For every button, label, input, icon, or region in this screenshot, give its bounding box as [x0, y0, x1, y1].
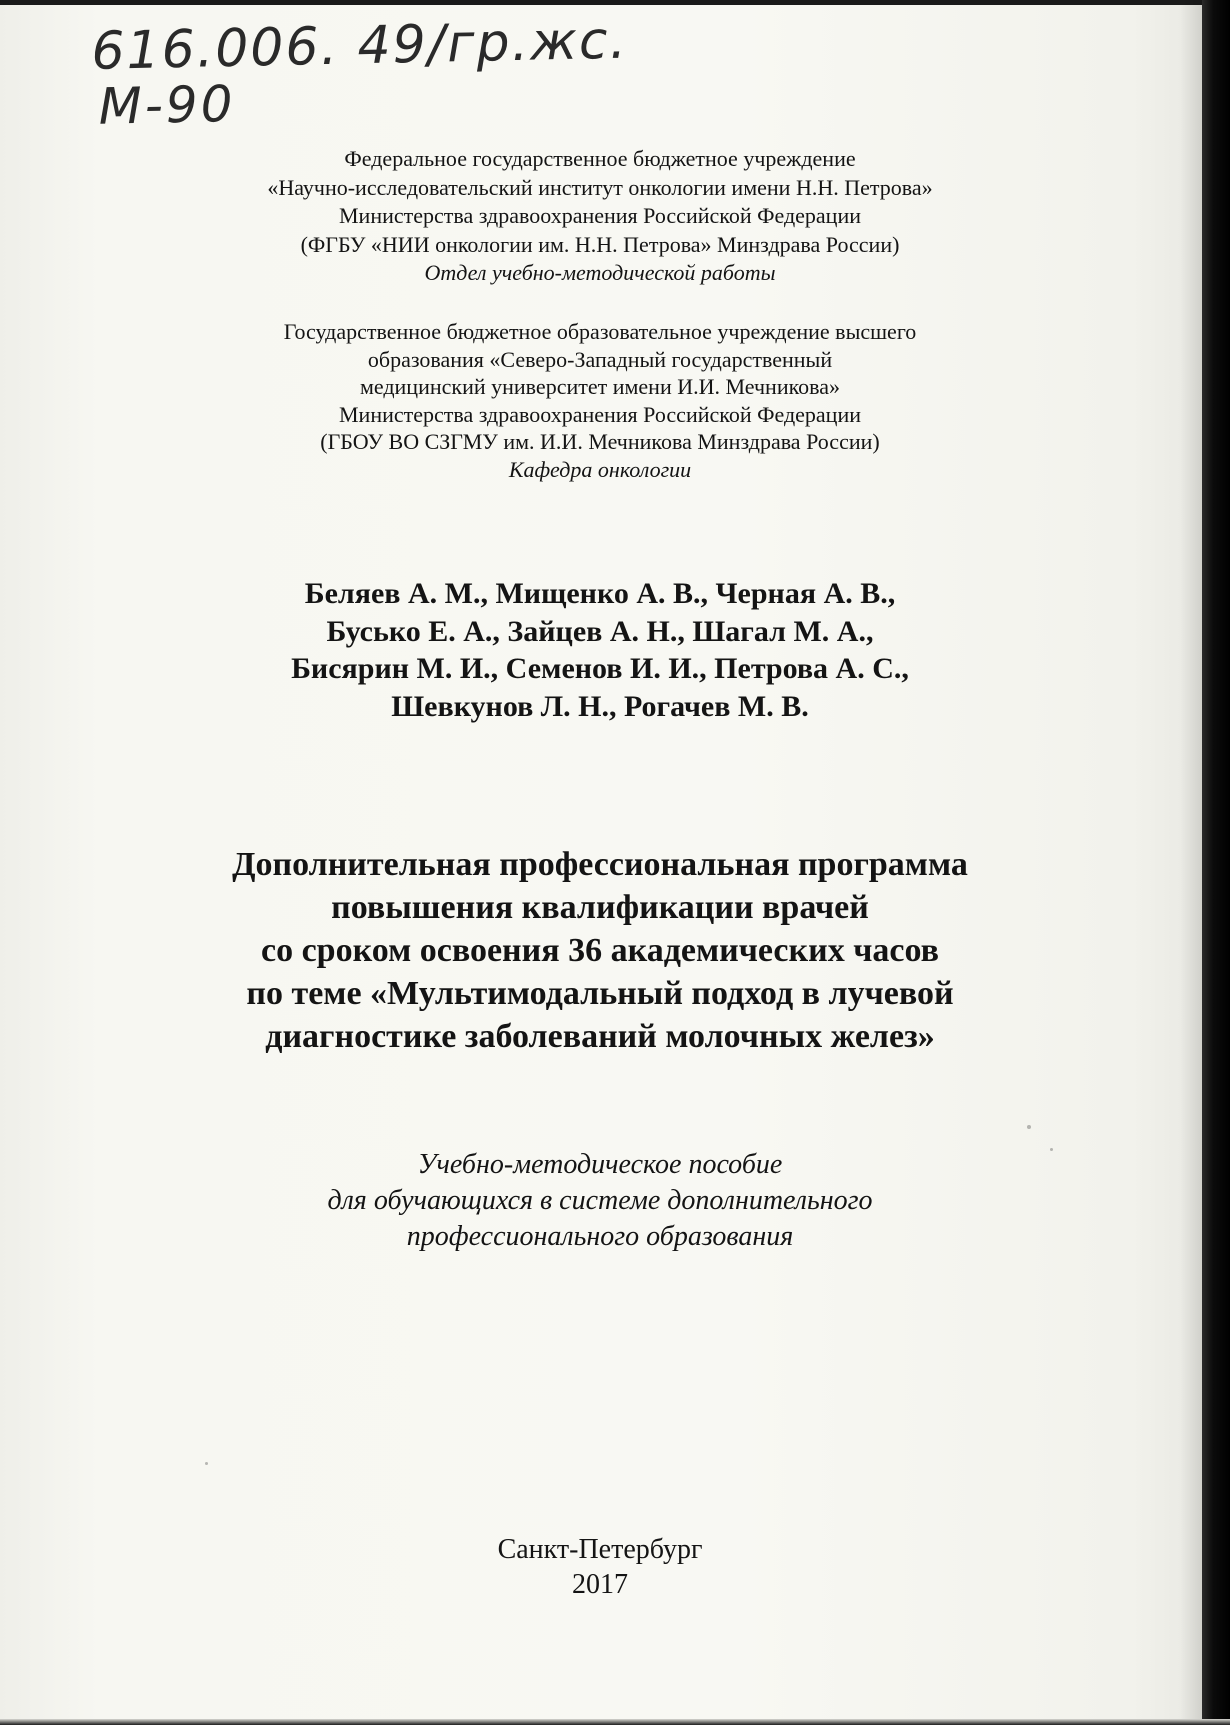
title-line: Дополнительная профессиональная программа: [232, 846, 968, 883]
handwritten-shelfmark: [91, 8, 653, 140]
scan-speck: [205, 1462, 208, 1465]
subtitle-line: профессионального образования: [406, 1221, 794, 1252]
publication-city: Санкт-Петербург: [497, 1534, 703, 1565]
authors-line: Бусько Е. А., Зайцев А. Н., Шагал М. А.,: [326, 614, 874, 648]
scan-speck: [1050, 1148, 1053, 1151]
authors-line: Беляев А. М., Мищенко А. В., Черная А. В.,: [304, 577, 896, 610]
institution-2-line: (ГБОУ ВО СЗГМУ им. И.И. Мечникова Минздрава России): [320, 429, 880, 454]
title-line: по теме «Мультимодальный подход в лучевой: [246, 975, 954, 1012]
title-line: повышения квалификации врачей: [331, 889, 869, 926]
document-title: [130, 843, 1070, 1058]
scan-bottom-edge: [0, 1719, 1230, 1725]
subtitle-line: для обучающихся в системе дополнительного: [327, 1185, 873, 1216]
title-line: со сроком освоения 36 академических часов: [261, 932, 939, 969]
institution-2-line: Министерства здравоохранения Российской Федерации: [339, 401, 861, 427]
authors-line: Бисярин М. И., Семенов И. И., Петрова А. С.,: [291, 652, 909, 685]
subtitle-line: Учебно-методическое пособие: [417, 1149, 783, 1180]
institution-1-line: Министерства здравоохранения Российской Федерации: [339, 203, 861, 228]
institution-1-line: «Научно-исследовательский институт онкологии имени Н.Н. Петрова»: [267, 174, 933, 200]
scan-spine-shadow: [1180, 0, 1202, 1725]
institution-1-line: (ФГБУ «НИИ онкологии им. Н.Н. Петрова» Минздрава России): [300, 231, 900, 257]
institution-2-department: Кафедра онкологии: [508, 456, 692, 482]
authors-line: Шевкунов Л. Н., Рогачев М. В.: [391, 689, 809, 723]
scan-speck: [1027, 1125, 1031, 1129]
institution-2-line: Государственное бюджетное образовательное учреждение высшего: [283, 319, 917, 344]
document-subtitle: [150, 1147, 1050, 1255]
institution-2-line: образования «Северо-Западный государственный: [367, 346, 833, 372]
title-line: диагностике заболеваний молочных желез»: [265, 1018, 935, 1055]
scan-right-edge: [1202, 0, 1230, 1725]
shelfmark-line-1: 616.006. 49/гр.жс.: [90, 10, 629, 82]
institution-2-line: медицинский университет имени И.И. Мечникова»: [359, 374, 841, 399]
scan-top-edge: [0, 0, 1230, 5]
publication-info: [150, 1532, 1050, 1602]
institution-block-2: [150, 318, 1050, 483]
institution-block-1: [150, 145, 1050, 288]
publication-year: 2017: [572, 1569, 628, 1600]
institution-1-department: Отдел учебно-методической работы: [424, 260, 776, 285]
shelfmark-line-2: М-90: [98, 74, 237, 136]
institution-1-line: Федеральное государственное бюджетное учреждение: [344, 146, 856, 171]
authors-list: [150, 575, 1050, 725]
